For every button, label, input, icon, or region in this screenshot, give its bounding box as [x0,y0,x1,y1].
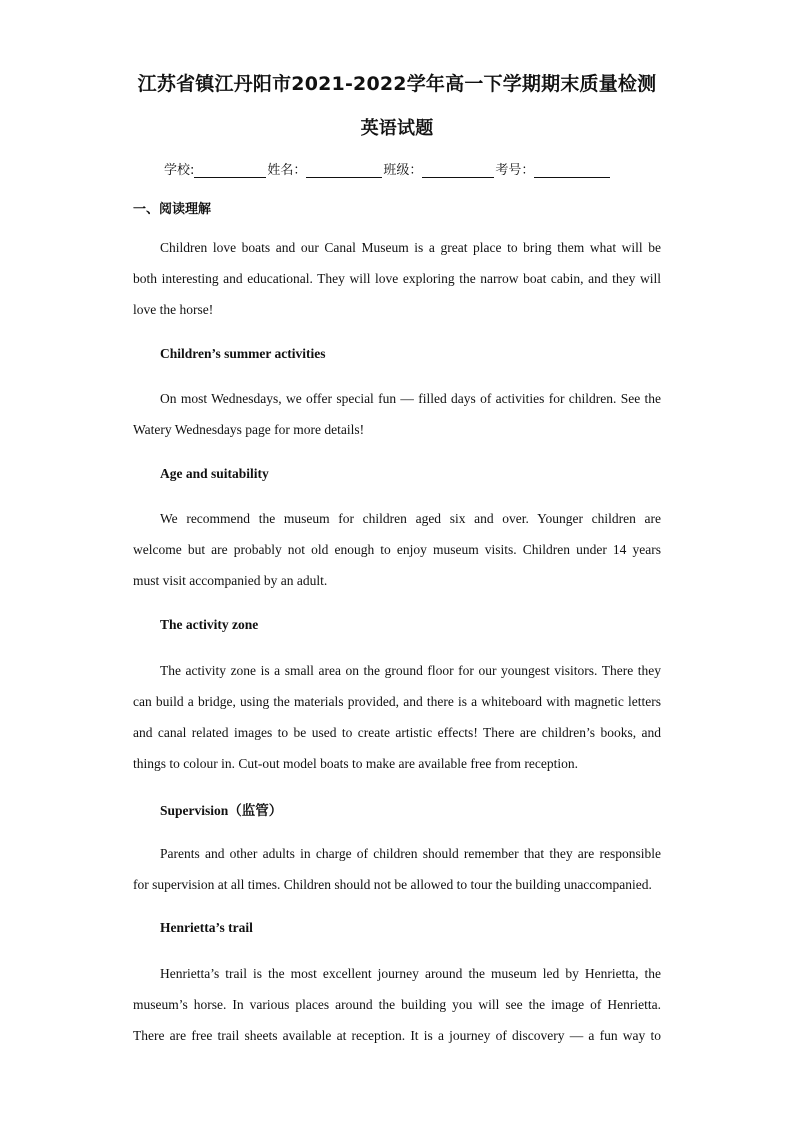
subheading-age-suitability: Age and suitability [160,466,269,481]
paragraph-line: Children love boats and our Canal Museum is a great place to bring them what will be [160,240,661,255]
paragraph-line: Watery Wednesdays page for more details! [133,422,365,437]
trail-paragraph [133,958,661,1051]
paragraph-line: There are free trail sheets available at reception. It is a journey of discovery — a fun way to [133,1028,661,1043]
document-subtitle: 英语试题 [360,118,434,139]
activity-zone-paragraph [133,655,661,779]
exam-number-blank[interactable] [534,163,610,178]
class-blank[interactable] [422,163,494,178]
paragraph-line: must visit accompanied by an adult. [133,573,328,588]
school-blank[interactable] [194,163,266,178]
paragraph-line: both interesting and educational. They will love exploring the narrow boat cabin, and they will [133,271,661,286]
age-paragraph [133,503,661,596]
name-blank[interactable] [306,163,382,178]
supervision-paragraph [133,838,661,900]
intro-paragraph [133,232,661,325]
paragraph-line: love the horse! [133,302,214,317]
section-heading: 一、阅读理解 [133,202,212,217]
exam-number-label: 考号： [495,163,535,178]
paragraph-line: can build a bridge, using the materials provided, and there is a whiteboard with magnetic letters [133,694,661,709]
paragraph-line: and canal related images to be used to create artistic effects! There are children’s books, and [133,725,661,740]
paragraph-line: welcome but are probably not old enough to enjoy museum visits. Children under 14 years [133,542,661,557]
document-title: 江苏省镇江丹阳市2021-2022学年高一下学期期末质量检测 [137,73,657,95]
subheading-supervision: Supervision（监管） [160,803,283,818]
school-label: 学校: [164,163,195,178]
student-info-line [164,159,611,178]
paragraph-line: We recommend the museum for children aged six and over. Younger children are [160,511,661,526]
paragraph-line: museum’s horse. In various places around the building you will see the image of Henrietta. [133,997,661,1012]
subheading-henriettas-trail: Henrietta’s trail [160,920,253,935]
subheading-summer-activities: Children’s summer activities [160,346,326,361]
paragraph-line: Henrietta’s trail is the most excellent journey around the museum led by Henrietta, the [160,966,661,981]
paragraph-line: On most Wednesdays, we offer special fun — filled days of activities for children. See the [160,391,661,406]
class-label: 班级： [383,163,423,178]
paragraph-line: things to colour in. Cut-out model boats to make are available free from reception. [133,756,578,771]
summer-paragraph [133,383,661,445]
name-label: 姓名： [267,163,307,178]
paragraph-line: for supervision at all times. Children should not be allowed to tour the building unaccompanied. [133,877,652,892]
paragraph-line: The activity zone is a small area on the ground floor for our youngest visitors. There they [160,663,661,678]
subheading-activity-zone: The activity zone [160,617,259,632]
paragraph-line: Parents and other adults in charge of children should remember that they are responsible [160,846,661,861]
